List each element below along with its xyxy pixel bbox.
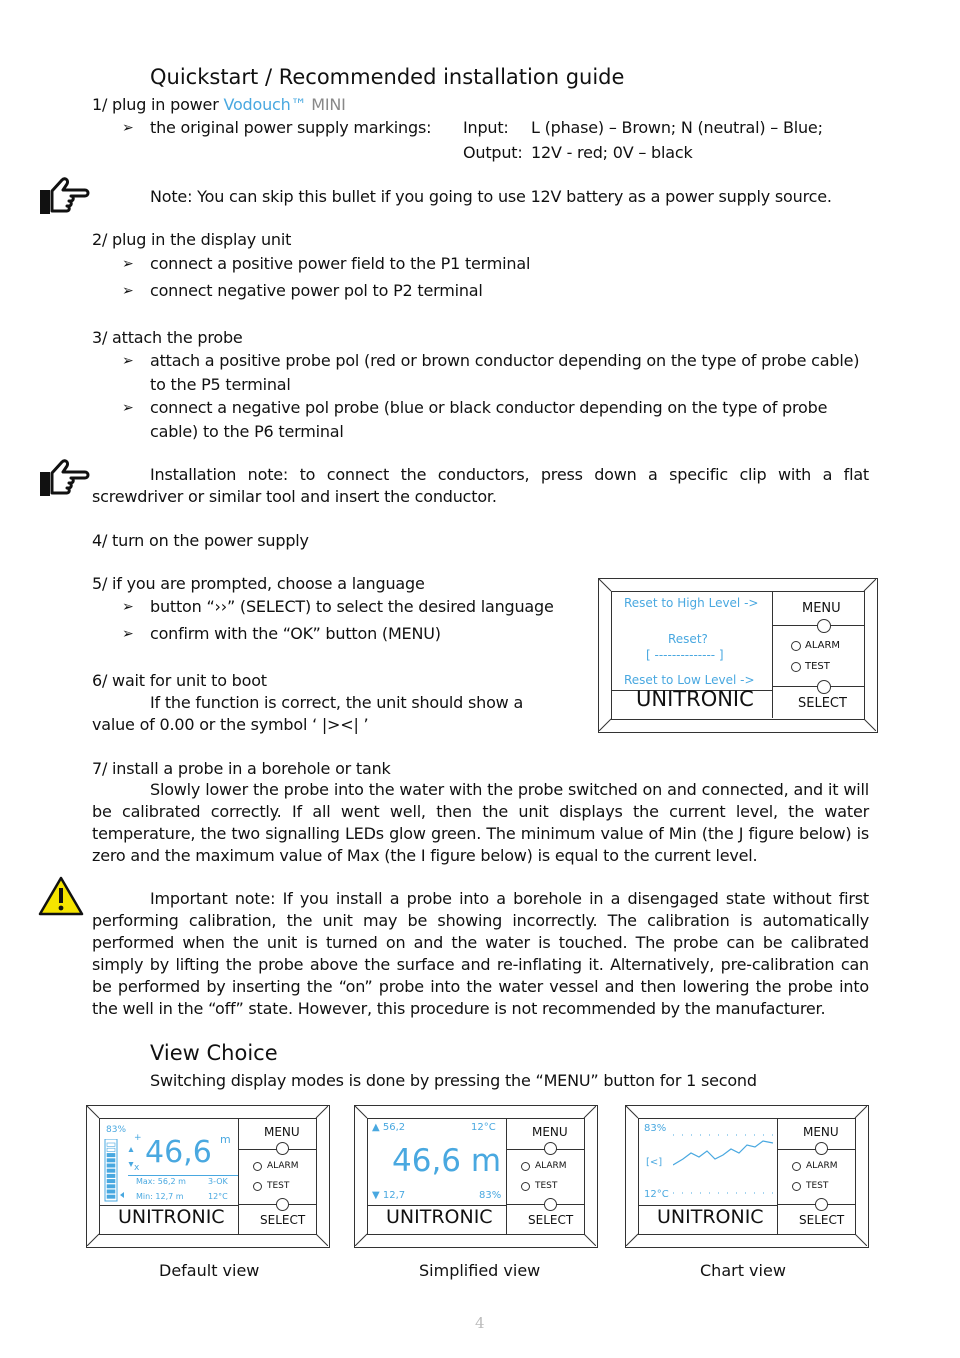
caption-default-view: Default view bbox=[159, 1261, 260, 1280]
max-value: Max: 56,2 m bbox=[136, 1177, 186, 1186]
output-value: 12V - red; 0V – black bbox=[531, 143, 693, 162]
menu-button[interactable] bbox=[276, 1142, 289, 1155]
step-2-heading: 2/ plug in the display unit bbox=[92, 230, 292, 249]
select-label: SELECT bbox=[528, 1213, 574, 1227]
warning-icon bbox=[38, 876, 84, 916]
step-1-bullet: ➢ the original power supply markings: bbox=[150, 117, 431, 139]
temperature: 12°C bbox=[644, 1189, 669, 1200]
step-1-prefix: 1/ plug in power bbox=[92, 95, 224, 114]
important-note: Important note: If you install a probe into a borehole in a disengaged state without first performing calibration, the unit may be showing incorrectly. The calibration is automatically performed when the unit is turned on and the water is touched. The probe can be calibrated simply by lifting the probe above the surface and re-inflating it. Alternatively, pre-calibration can be performed by inserting the “on” probe into the water vessel and then lowering the probe into the well in the “off” state. However, this procedure is not recommended by the manufacturer. bbox=[92, 889, 869, 1018]
note-2-line-2: screwdriver or similar tool and insert the conductor. bbox=[92, 487, 497, 506]
simplified-view-panel bbox=[354, 1105, 598, 1248]
level-bar-graph bbox=[104, 1139, 134, 1205]
default-view-screen bbox=[99, 1118, 239, 1206]
select-label: SELECT bbox=[799, 1213, 845, 1227]
test-label: TEST bbox=[806, 1181, 829, 1191]
alarm-led bbox=[792, 1162, 801, 1171]
menu-label: MENU bbox=[264, 1125, 300, 1139]
step-4-heading: 4/ turn on the power supply bbox=[92, 531, 309, 550]
bar-segment bbox=[107, 1143, 115, 1146]
reset-device-panel bbox=[598, 578, 878, 733]
test-led bbox=[253, 1182, 262, 1191]
bar-segment bbox=[107, 1185, 115, 1188]
bar-segment bbox=[107, 1174, 115, 1177]
step-2-bullet-2: ➢ connect negative power pol to P2 terminal bbox=[150, 280, 483, 302]
level-percent: 83% bbox=[644, 1123, 667, 1134]
page-title: Quickstart / Recommended installation guide bbox=[150, 65, 625, 89]
product-model: MINI bbox=[306, 95, 346, 114]
brand-logo: UNITRONIC bbox=[118, 1206, 225, 1228]
page-number: 4 bbox=[475, 1314, 485, 1332]
level-percent: 83% bbox=[106, 1125, 127, 1135]
caption-simplified-view: Simplified view bbox=[419, 1261, 541, 1280]
test-led bbox=[792, 1182, 801, 1191]
bar-segment bbox=[107, 1179, 115, 1182]
test-led bbox=[521, 1182, 530, 1191]
alarm-label: ALARM bbox=[806, 1161, 838, 1171]
select-button[interactable] bbox=[815, 1198, 828, 1211]
temperature: 12°C bbox=[208, 1192, 228, 1201]
alarm-label: ALARM bbox=[535, 1161, 567, 1171]
temperature: 12°C bbox=[471, 1122, 496, 1133]
x-mark: x bbox=[134, 1163, 140, 1173]
test-led bbox=[791, 662, 801, 672]
bar-segment bbox=[107, 1148, 115, 1151]
alarm-led bbox=[253, 1162, 262, 1171]
level-unit: m bbox=[220, 1133, 231, 1146]
max-value: ▲ 56,2 bbox=[372, 1122, 406, 1133]
ok-status: 3-OK bbox=[208, 1177, 228, 1186]
level-value: 46,6 bbox=[145, 1135, 212, 1170]
input-label: Input: bbox=[463, 118, 509, 137]
step-7-heading: 7/ install a probe in a borehole or tank bbox=[92, 759, 391, 778]
view-choice-heading: View Choice bbox=[150, 1041, 278, 1065]
menu-button[interactable] bbox=[544, 1142, 557, 1155]
simplified-view-screen bbox=[367, 1118, 507, 1206]
step-3-bullet-1: ➢ attach a positive probe pol (red or brown conductor depending on the type of probe cable) bbox=[150, 350, 859, 372]
step-3-heading: 3/ attach the probe bbox=[92, 328, 243, 347]
reset-low-text: Reset to Low Level -> bbox=[624, 673, 755, 687]
step-5-bullet-2: ➢ confirm with the “OK” button (MENU) bbox=[150, 623, 441, 645]
bar-segment bbox=[107, 1159, 115, 1162]
bar-segment bbox=[107, 1153, 115, 1156]
pointing-hand-icon bbox=[36, 176, 90, 220]
alarm-label: ALARM bbox=[805, 640, 841, 651]
view-choice-text: Switching display modes is done by pressing the “MENU” button for 1 second bbox=[150, 1071, 757, 1090]
reset-progress: [ -------------- ] bbox=[646, 648, 724, 662]
level-trend-chart bbox=[673, 1127, 775, 1203]
panel-divider bbox=[777, 1118, 778, 1234]
alarm-label: ALARM bbox=[267, 1161, 299, 1171]
alarm-led bbox=[791, 641, 801, 651]
select-label: SELECT bbox=[260, 1213, 306, 1227]
menu-button[interactable] bbox=[815, 1142, 828, 1155]
up-arrow-icon bbox=[129, 1147, 134, 1152]
select-button[interactable] bbox=[544, 1198, 557, 1211]
calibration-symbol: [<] bbox=[646, 1157, 663, 1168]
select-button[interactable] bbox=[276, 1198, 289, 1211]
brand-logo: UNITRONIC bbox=[657, 1206, 764, 1228]
step-1-heading bbox=[92, 94, 346, 116]
panel-divider bbox=[506, 1118, 507, 1234]
select-label: SELECT bbox=[798, 696, 847, 711]
level-pointer bbox=[120, 1192, 124, 1198]
brand-logo: UNITRONIC bbox=[636, 687, 754, 711]
bar-segment bbox=[107, 1164, 115, 1167]
test-label: TEST bbox=[267, 1181, 290, 1191]
reset-high-text: Reset to High Level -> bbox=[624, 596, 759, 610]
pointing-hand-icon bbox=[36, 458, 90, 502]
level-percent: 83% bbox=[479, 1190, 502, 1201]
panel-divider bbox=[772, 591, 773, 718]
step-7-paragraph: Slowly lower the probe into the water with the probe switched on and connected, and it will be calibrated correctly. If all went well, then the unit displays the current level, the water temperature, the two signalling LEDs glow green. The minimum value of Min (the J figure below) is zero and the maximum value of Max (the I figure below) is equal to the current level. bbox=[92, 780, 869, 865]
step-6-line-2: value of 0.00 or the symbol ‘ |><| ’ bbox=[92, 715, 369, 734]
input-value: L (phase) – Brown; N (neutral) – Blue; bbox=[531, 118, 823, 137]
menu-label: MENU bbox=[802, 601, 841, 616]
step-6-heading: 6/ wait for unit to boot bbox=[92, 671, 267, 690]
level-value: 46,6 m bbox=[392, 1143, 502, 1179]
note-1: Note: You can skip this bullet if you going to use 12V battery as a power supply source. bbox=[150, 187, 832, 206]
down-arrow-icon bbox=[129, 1162, 134, 1167]
reset-screen bbox=[611, 591, 773, 691]
step-6-line-1: If the function is correct, the unit should show a bbox=[150, 693, 524, 712]
chart-view-screen bbox=[638, 1118, 778, 1206]
step-3-bullet-2-cont: cable) to the P6 terminal bbox=[150, 422, 344, 441]
test-label: TEST bbox=[535, 1181, 558, 1191]
default-view-panel bbox=[86, 1105, 330, 1248]
brand-logo: UNITRONIC bbox=[386, 1206, 493, 1228]
plus-mark: + bbox=[134, 1133, 142, 1143]
panel-divider bbox=[238, 1118, 239, 1234]
menu-button[interactable] bbox=[817, 619, 831, 633]
output-label: Output: bbox=[463, 143, 523, 162]
note-2-line-1: Installation note: to connect the conductors, press down a specific clip with a flat bbox=[150, 465, 869, 484]
min-value: ▼ 12,7 bbox=[372, 1190, 406, 1201]
menu-label: MENU bbox=[532, 1125, 568, 1139]
step-5-heading: 5/ if you are prompted, choose a language bbox=[92, 574, 425, 593]
screen-divider bbox=[128, 1175, 238, 1176]
step-3-bullet-2: ➢ connect a negative pol probe (blue or black conductor depending on the type of probe bbox=[150, 397, 827, 419]
caption-chart-view: Chart view bbox=[700, 1261, 786, 1280]
alarm-led bbox=[521, 1162, 530, 1171]
bar-segment bbox=[107, 1190, 115, 1193]
product-name: Vodouch™ bbox=[223, 95, 307, 114]
chart-view-panel bbox=[625, 1105, 869, 1248]
step-3-bullet-1-cont: to the P5 terminal bbox=[150, 375, 291, 394]
select-button[interactable] bbox=[817, 680, 831, 694]
step-2-bullet-1: ➢ connect a positive power field to the P1 terminal bbox=[150, 253, 530, 275]
trend-line bbox=[673, 1141, 773, 1165]
menu-label: MENU bbox=[803, 1125, 839, 1139]
bar-segment bbox=[107, 1195, 115, 1198]
step-5-bullet-1: ➢ button “››” (SELECT) to select the desired language bbox=[150, 596, 554, 618]
bar-segment bbox=[107, 1169, 115, 1172]
test-label: TEST bbox=[805, 661, 830, 672]
reset-question: Reset? bbox=[668, 632, 708, 646]
min-value: Min: 12,7 m bbox=[136, 1192, 184, 1201]
